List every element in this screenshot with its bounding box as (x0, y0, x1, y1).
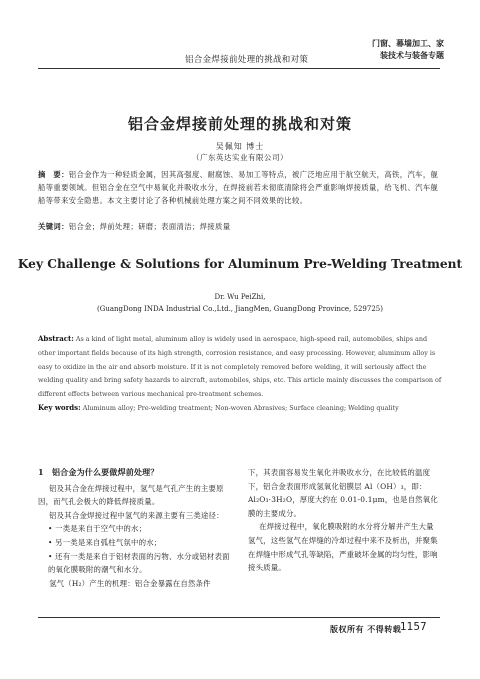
keywords-en-label: Key words: (38, 403, 81, 412)
author-en: Dr. Wu PeiZhi, (214, 293, 266, 301)
column-label-line2: 装技术与装备专题 (380, 50, 444, 60)
body-paragraph: 下，其表面容易发生氧化并吸收水分，在比较低的温度下，铝合金表面形成氢氧化铝膜层 Al（OH）₃，即：Al₂O₃·3H₂O，厚度大约在 0.01-0.1μm，也是自然氧化膜的主要成分。 (248, 468, 438, 518)
body-paragraph: 铝及其合金在焊接过程中，氢气是气孔产生的主要原因，而气孔会极大的降低焊接质量。 (38, 483, 224, 507)
column-label (368, 37, 444, 61)
page-number: 1157 (400, 621, 427, 633)
keywords-cn (38, 222, 440, 232)
keywords-cn-text: 铝合金；焊前处理；研磨；表面清洁；焊接质量 (68, 222, 231, 231)
header-rule (38, 68, 440, 69)
title-en: Key Challenge & Solutions for Aluminum Pre-Welding Treatment (17, 257, 463, 271)
author-cn: 吴佩知 博士 (215, 142, 265, 151)
body-paragraph: 氢气（H₂）产生的机理：铝合金暴露在自然条件 (49, 578, 211, 588)
keywords-cn-label: 关键词： (38, 222, 69, 231)
list-item: • 一类是来自于空气中的水； (48, 524, 147, 534)
abstract-en-text: As a kind of light metal, aluminum alloy is widely used in aerospace, high-speed rail, automobiles, ships and other important fields because of its high strength, corrosion resistance, and easy processing. However, aluminum alloy is easy to oxidize in the air and absorb moisture. If it is not completely removed before welding, it will seriously affect the welding quality and bring safety hazards to aircraft, automobiles, ships, etc. This article mainly discusses the comparison of different effects between various mechanical pre-treatment schemes. (38, 335, 442, 399)
abstract-cn-text: 铝合金作为一种轻质金属，因其高强度、耐腐蚀、易加工等特点，被广泛地应用于航空航天，高铁，汽车，舰船等重要领域。但铝合金在空气中易氧化并吸收水分，在焊接前若未彻底清除将会严重影响焊接质量，给飞机、汽车舰船等带来安全隐患。本文主要讨论了各种机械前处理方案之间不同效果的比较。 (38, 170, 439, 205)
body-paragraph: 在焊接过程中，氧化膜吸附的水分将分解并产生大量氢气，这些氢气在焊缝的冷却过程中来不及析出，并聚集在焊缝中形成气孔等缺陷，严重破坏金属的均匀性，影响接头质量。 (248, 522, 438, 573)
abstract-en (38, 332, 442, 402)
affiliation-cn: （广东英达实业有限公司） (192, 153, 288, 162)
body-column-left (38, 466, 230, 590)
abstract-en-label: Abstract: (38, 334, 74, 343)
section-heading: 1 铝合金为什么要做焊前处理？ (38, 467, 159, 477)
body-paragraph: 铝及其合金焊接过程中氢气的来源主要有三类途径： (49, 510, 224, 520)
copyright-notice: 版权所有 不得转载 (330, 624, 402, 634)
affiliation-en: (GuangDong INDA Industrial Co.,Ltd., JiangMen, GuangDong Province, 529725) (97, 305, 383, 313)
list-item: • 另一类是来自弧柱气氛中的水； (48, 537, 162, 547)
keywords-en-text: Aluminum alloy; Pre-welding treatment; Non-woven Abrasives; Surface cleaning; Welding quality (82, 404, 399, 412)
footer-rule (38, 617, 440, 618)
abstract-cn-label: 摘 要： (38, 170, 69, 179)
keywords-en (38, 403, 442, 412)
title-cn: 铝合金焊接前处理的挑战和对策 (127, 115, 352, 133)
abstract-cn (38, 168, 440, 207)
body-column-right (248, 466, 440, 575)
column-label-line1: 门窗、幕墙加工、家 (372, 38, 444, 48)
running-title: 铝合金焊接前处理的挑战和对策 (185, 55, 309, 65)
list-item: • 还有一类是来自于铝材表面的污物、水分或铝材表面的氧化膜吸附的潮气和水分。 (48, 551, 230, 575)
